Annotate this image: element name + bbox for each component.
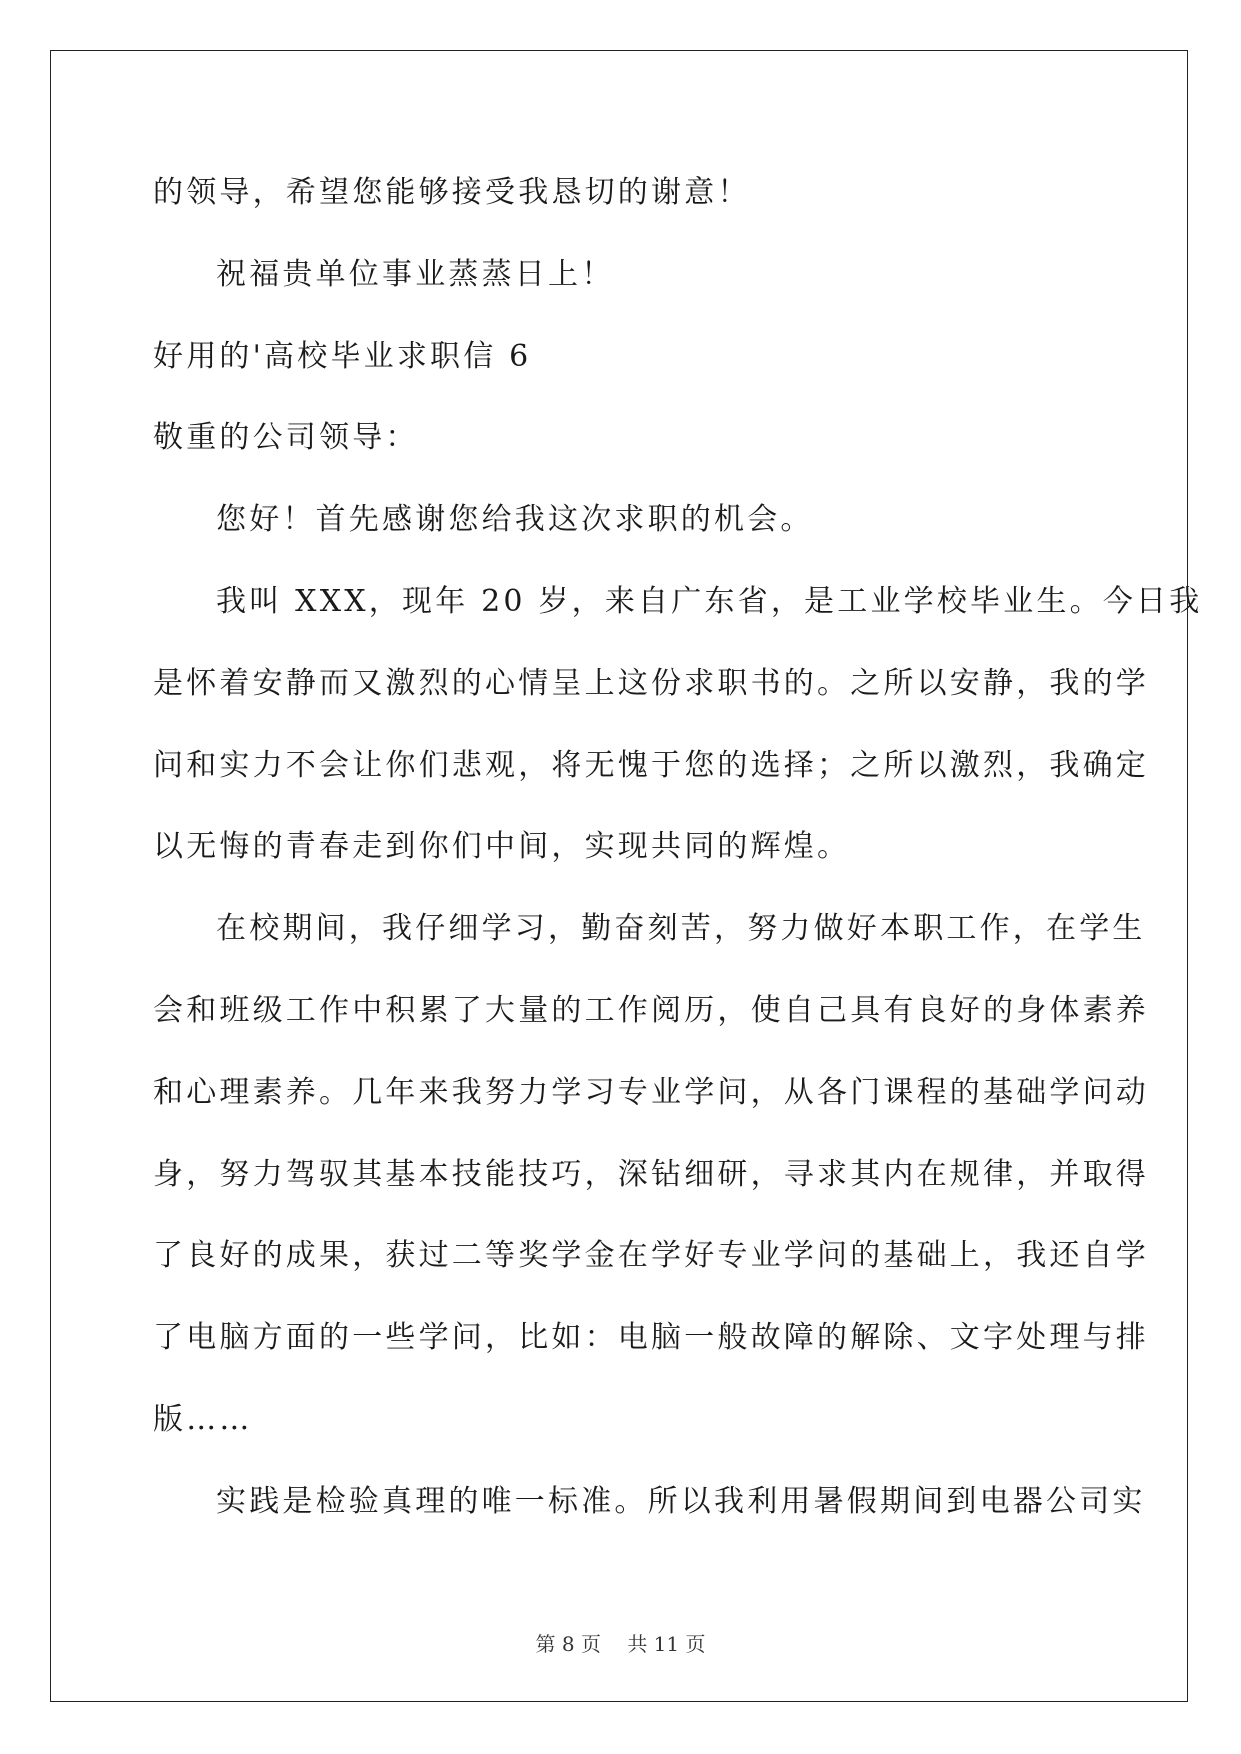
text-line: 我叫 XXX，现年 20 岁，来自广东省，是工业学校毕业生。今日我 (216, 583, 1203, 619)
text-line: 在校期间，我仔细学习，勤奋刻苦，努力做好本职工作，在学生 (216, 911, 1146, 947)
text-line: 问和实力不会让你们悲观，将无愧于您的选择；之所以激烈，我确定 (153, 747, 1149, 783)
document-body (153, 163, 1203, 1554)
text-line: 实践是检验真理的唯一标准。所以我利用暑假期间到电器公司实 (216, 1483, 1146, 1519)
text-line: 以无悔的青春走到你们中间，实现共同的辉煌。 (153, 829, 851, 865)
text-line: 祝福贵单位事业蒸蒸日上！ (216, 256, 615, 292)
text-line: 版…… (153, 1401, 253, 1437)
page-footer (0, 1628, 1241, 1657)
text-line: 和心理素养。几年来我努力学习专业学问，从各门课程的基础学问动 (153, 1074, 1149, 1110)
text-line: 会和班级工作中积累了大量的工作阅历，使自己具有良好的身体素养 (153, 992, 1149, 1028)
text-line: 敬重的公司领导： (153, 420, 419, 456)
text-line: 了电脑方面的一些学问，比如：电脑一般故障的解除、文字处理与排 (153, 1320, 1149, 1356)
text-line: 您好！首先感谢您给我这次求职的机会。 (216, 502, 814, 538)
text-line: 好用的'高校毕业求职信 6 (153, 338, 532, 374)
text-line: 的领导，希望您能够接受我恳切的谢意！ (153, 175, 751, 210)
text-line: 身，努力驾驭其基本技能技巧，深钻细研，寻求其内在规律，并取得 (153, 1156, 1149, 1192)
text-line: 是怀着安静而又激烈的心情呈上这份求职书的。之所以安静，我的学 (153, 665, 1149, 701)
page-number-total: 共 11 页 (627, 1632, 706, 1656)
text-line: 了良好的成果，获过二等奖学金在学好专业学问的基础上，我还自学 (153, 1238, 1149, 1274)
page-number-current: 第 8 页 (535, 1632, 601, 1656)
